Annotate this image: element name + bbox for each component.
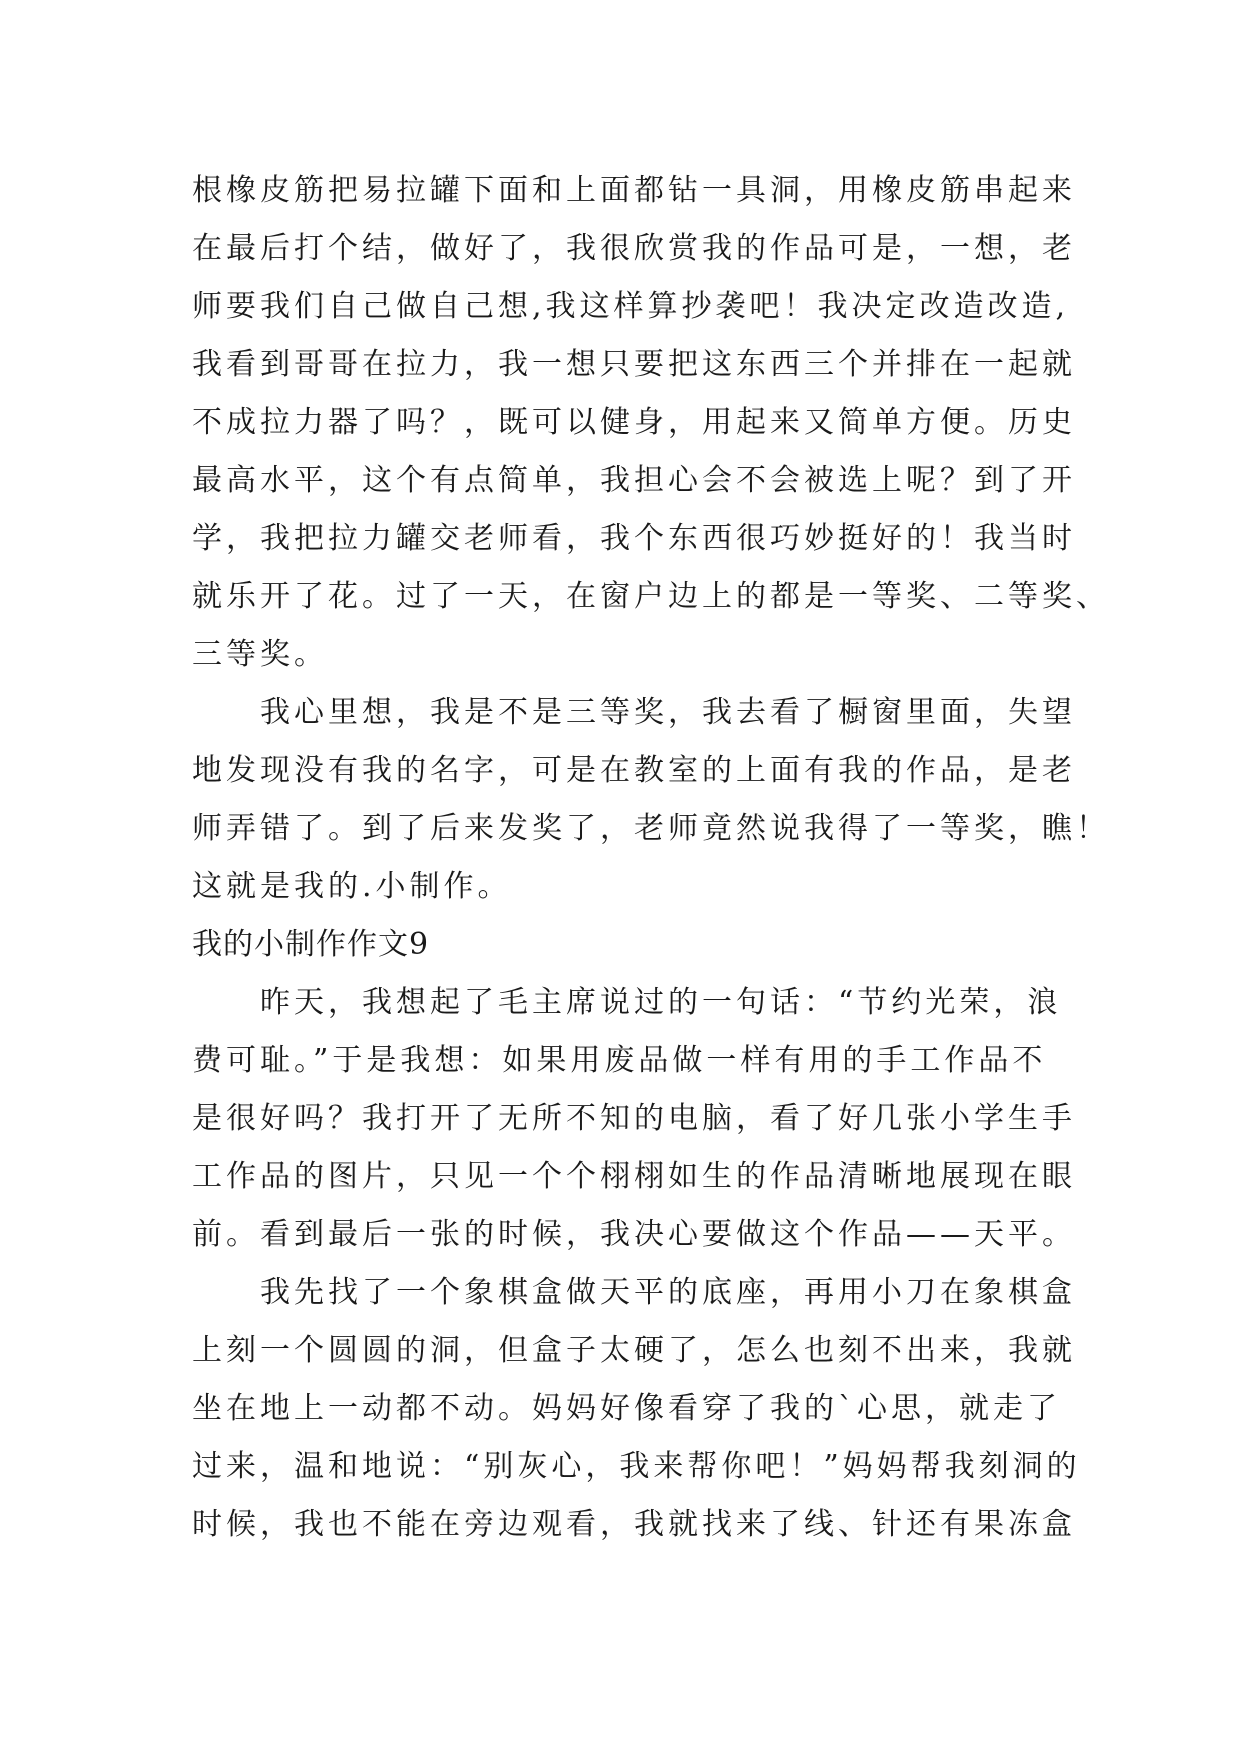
text-line: 根橡皮筋把易拉罐下面和上面都钻一具洞，用橡皮筋串起来 bbox=[192, 173, 1076, 208]
text-line: 坐在地上一动都不动。妈妈好像看穿了我的`心思，就走了 bbox=[192, 1391, 1061, 1426]
text-line: 师弄错了。到了后来发奖了，老师竟然说我得了一等奖，瞧！ bbox=[192, 811, 1110, 846]
text-line: 前。看到最后一张的时候，我决心要做这个作品——天平。 bbox=[192, 1217, 1076, 1252]
text-line: 学，我把拉力罐交老师看，我个东西很巧妙挺好的！我当时 bbox=[192, 521, 1076, 556]
text-line: 不成拉力器了吗？，既可以健身，用起来又简单方便。历史 bbox=[192, 405, 1076, 440]
text-line: 最高水平，这个有点简单，我担心会不会被选上呢？到了开 bbox=[192, 463, 1076, 498]
text-line: 是很好吗？我打开了无所不知的电脑，看了好几张小学生手 bbox=[192, 1101, 1076, 1136]
paragraph-first-line: 昨天，我想起了毛主席说过的一句话：“节约光荣，浪 bbox=[260, 985, 1062, 1020]
text-line: 在最后打个结，做好了，我很欣赏我的作品可是，一想，老 bbox=[192, 231, 1076, 266]
text-line: 费可耻。”于是我想：如果用废品做一样有用的手工作品不 bbox=[192, 1043, 1047, 1078]
section-heading: 我的小制作作文9 bbox=[192, 927, 430, 962]
text-line: 就乐开了花。过了一天，在窗户边上的都是一等奖、二等奖、 bbox=[192, 579, 1110, 614]
text-line: 三等奖。 bbox=[192, 637, 328, 672]
text-line: 师要我们自己做自己想,我这样算抄袭吧！我决定改造改造, bbox=[192, 289, 1070, 324]
document-body bbox=[192, 162, 1110, 1554]
paragraph-first-line: 我先找了一个象棋盒做天平的底座，再用小刀在象棋盒 bbox=[260, 1275, 1076, 1310]
paragraph-first-line: 我心里想，我是不是三等奖，我去看了橱窗里面，失望 bbox=[260, 695, 1076, 730]
text-line: 时候，我也不能在旁边观看，我就找来了线、针还有果冻盒 bbox=[192, 1507, 1076, 1542]
text-line: 上刻一个圆圆的洞，但盒子太硬了，怎么也刻不出来，我就 bbox=[192, 1333, 1076, 1368]
text-line: 过来，温和地说：“别灰心，我来帮你吧！”妈妈帮我刻洞的 bbox=[192, 1449, 1081, 1484]
text-line: 地发现没有我的名字，可是在教室的上面有我的作品，是老 bbox=[192, 753, 1076, 788]
text-line: 这就是我的.小制作。 bbox=[192, 869, 512, 904]
text-line: 我看到哥哥在拉力，我一想只要把这东西三个并排在一起就 bbox=[192, 347, 1076, 382]
text-line: 工作品的图片，只见一个个栩栩如生的作品清晰地展现在眼 bbox=[192, 1159, 1076, 1194]
